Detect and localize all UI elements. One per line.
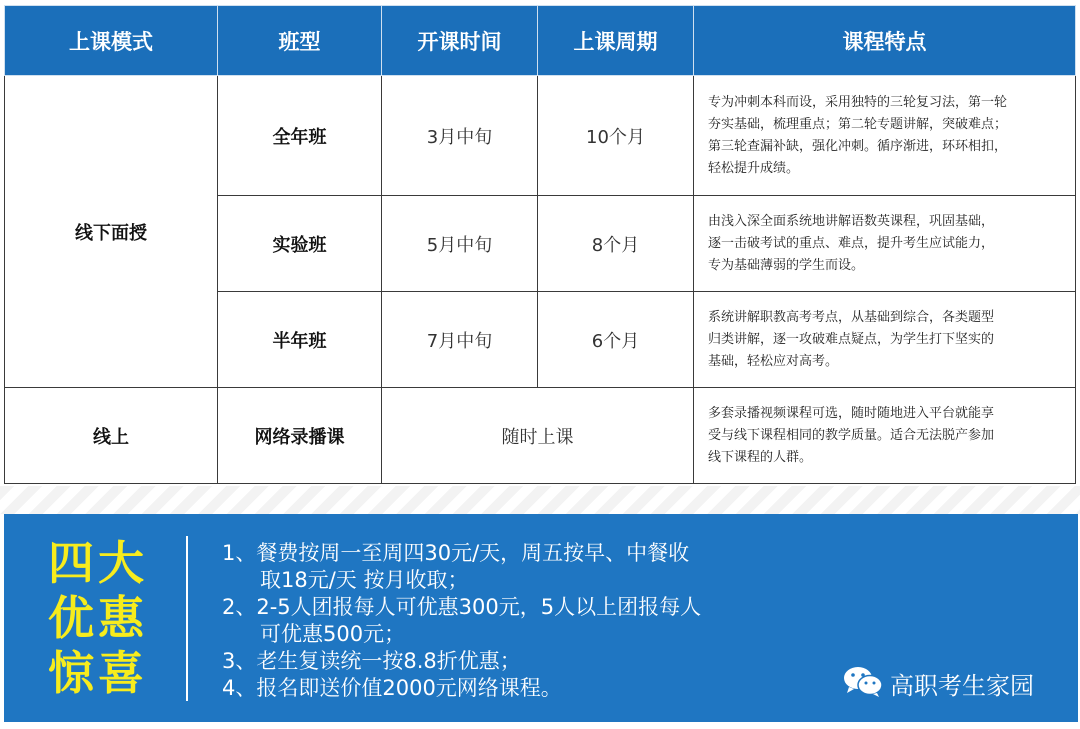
- features: [694, 292, 1076, 388]
- feature-line: 轻松提升成绩。: [708, 160, 800, 176]
- table-header-row: [5, 6, 1076, 76]
- feature-line: 由浅入深全面系统地讲解语数英课程，巩固基础，: [708, 213, 995, 229]
- feature-line: 夯实基础，梳理重点；第二轮专题讲解，突破难点；: [708, 116, 1008, 132]
- feature-line: 线下课程的人群。: [708, 449, 813, 465]
- mode-offline: 线下面授: [5, 76, 218, 388]
- class-type: 实验班: [218, 196, 382, 292]
- table-row: [5, 76, 1076, 196]
- promo-item-text: 2、2-5人团报每人可优惠300元，5人以上团报每人: [222, 595, 702, 619]
- header-mode: 上课模式: [5, 6, 218, 76]
- features: [694, 388, 1076, 484]
- feature-line: 归类讲解，逐一攻破难点疑点，为学生打下坚实的: [708, 331, 995, 347]
- start-time: 5月中旬: [382, 196, 538, 292]
- promo-item-text: 4、报名即送价值2000元网络课程。: [222, 676, 562, 700]
- promo-title-line: 优惠: [48, 591, 148, 645]
- features: [694, 76, 1076, 196]
- class-type: 网络录播课: [218, 388, 382, 484]
- promo-item: [222, 648, 822, 675]
- table-row: [5, 388, 1076, 484]
- feature-line: 受与线下课程相同的教学质量。适合无法脱产参加: [708, 427, 995, 443]
- period: 10个月: [538, 76, 694, 196]
- promo-title-line: 惊喜: [48, 646, 148, 700]
- start-time: 7月中旬: [382, 292, 538, 388]
- period: 8个月: [538, 196, 694, 292]
- feature-line: 逐一击破考试的重点、难点，提升考生应试能力，: [708, 235, 995, 251]
- promo-item-text: 1、餐费按周一至周四30元/天，周五按早、中餐收: [222, 541, 690, 565]
- feature-line: 第三轮查漏补缺，强化冲刺。循序渐进，环环相扣，: [708, 138, 1008, 154]
- wechat-icon: [842, 664, 884, 702]
- period: 6个月: [538, 292, 694, 388]
- feature-line: 基础，轻松应对高考。: [708, 353, 839, 369]
- class-type: 半年班: [218, 292, 382, 388]
- promo-title: [48, 536, 158, 701]
- class-type: 全年班: [218, 76, 382, 196]
- promo-item-text: 3、老生复读统一按8.8折优惠；: [222, 649, 521, 673]
- feature-line: 系统讲解职教高考考点，从基础到综合，各类题型: [708, 309, 995, 325]
- promo-item: [222, 594, 822, 648]
- feature-line: 多套录播视频课程可选，随时随地进入平台就能享: [708, 405, 995, 421]
- brand-watermark: [842, 664, 1034, 702]
- feature-line: 专为冲刺本科而设，采用独特的三轮复习法，第一轮: [708, 94, 1008, 110]
- promo-list: [222, 540, 822, 702]
- brand-name: 高职考生家园: [890, 671, 1034, 700]
- decorative-stripe: [0, 486, 1080, 514]
- course-schedule-table: [4, 5, 1076, 484]
- start-time: 3月中旬: [382, 76, 538, 196]
- promo-item: [222, 675, 822, 702]
- promo-banner: [4, 514, 1078, 722]
- header-start-time: 开课时间: [382, 6, 538, 76]
- mode-online: 线上: [5, 388, 218, 484]
- promo-divider: [186, 536, 188, 701]
- header-features: 课程特点: [694, 6, 1076, 76]
- promo-item-continued: 取18元/天 按月收取；: [260, 568, 469, 592]
- promo-item-continued: 可优惠500元；: [260, 622, 406, 646]
- start-anytime: 随时上课: [382, 388, 694, 484]
- promo-title-line: 四大: [48, 536, 148, 590]
- header-class-type: 班型: [218, 6, 382, 76]
- header-period: 上课周期: [538, 6, 694, 76]
- promo-item: [222, 540, 822, 594]
- feature-line: 专为基础薄弱的学生而设。: [708, 257, 865, 273]
- features: [694, 196, 1076, 292]
